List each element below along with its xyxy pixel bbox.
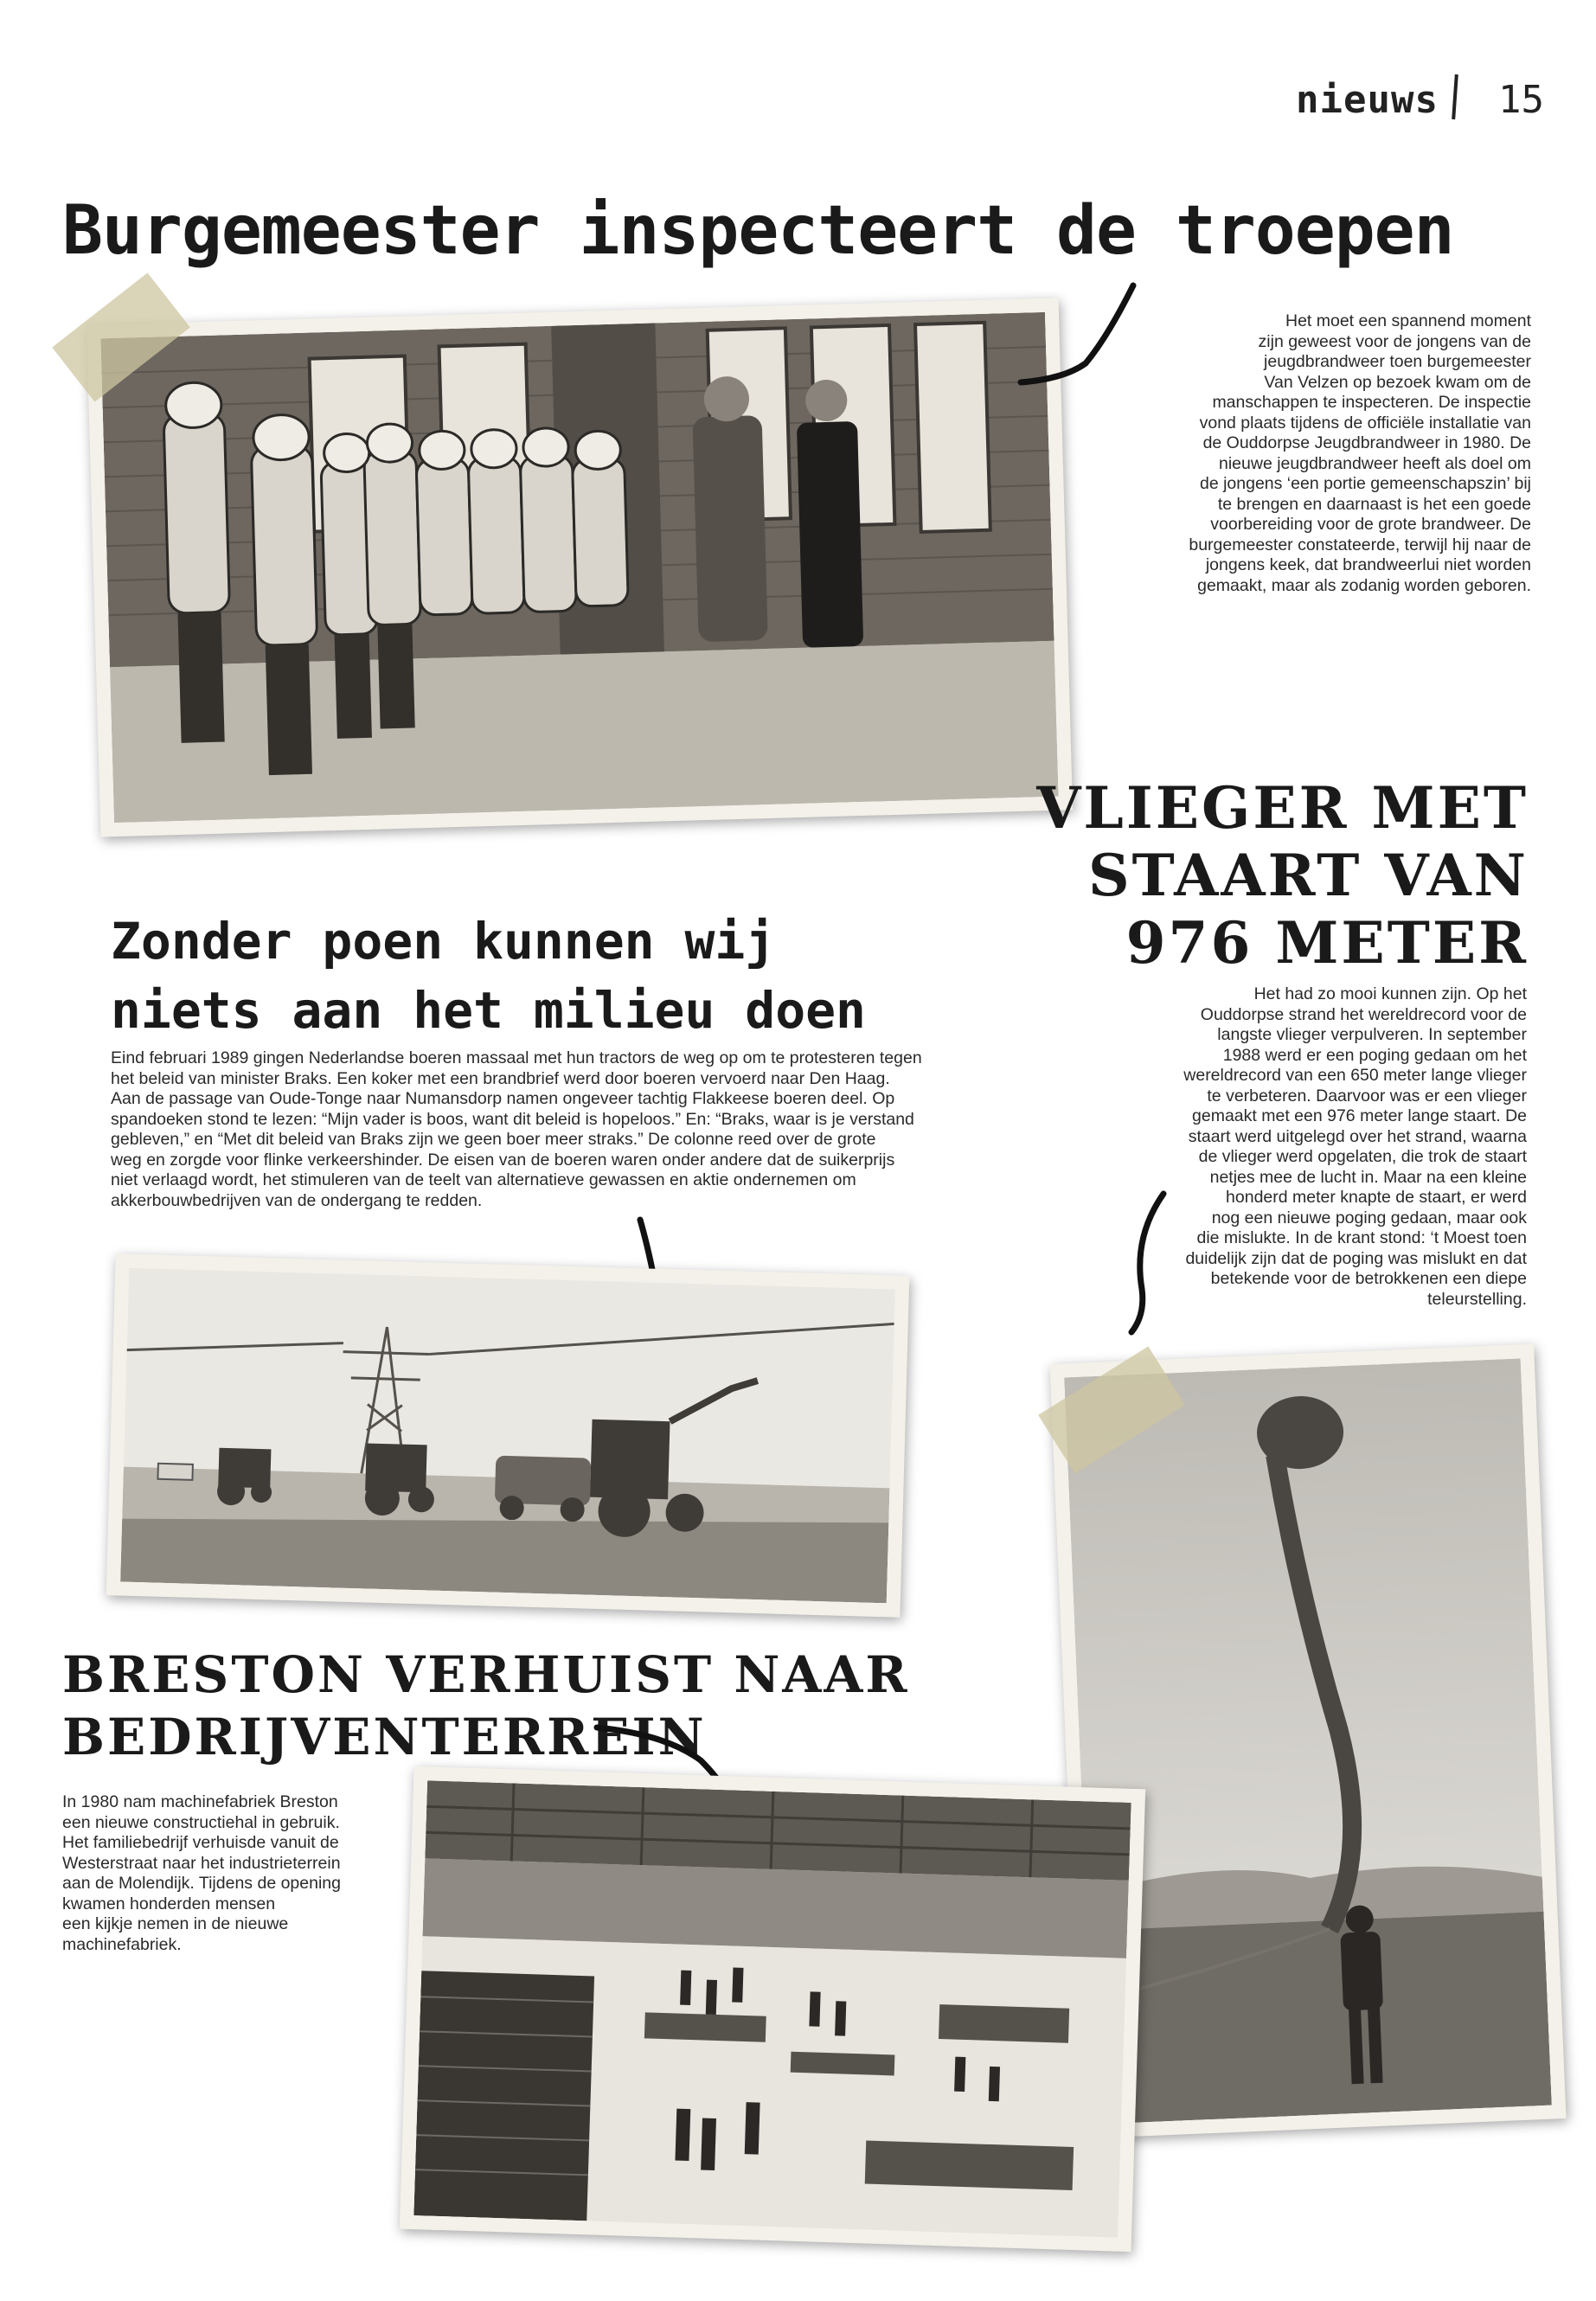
- text-line: Eind februari 1989 gingen Nederlandse boeren massaal met hun tractors de weg op om te protesteren tegen: [111, 1048, 922, 1067]
- headline-farmers: [111, 907, 866, 1045]
- bracket-doodle-kite: [1116, 1185, 1185, 1341]
- text-line: duidelijk zijn dat de poging was mislukt en dat: [1185, 1248, 1527, 1268]
- header-separator: [1452, 74, 1458, 119]
- headline-farmers-line: niets aan het milieu doen: [111, 981, 866, 1040]
- text-line: gemaakt met een 976 meter lange staart. De: [1192, 1106, 1527, 1125]
- text-line: manschappen te inspecteren. De inspectie: [1212, 393, 1531, 412]
- factory-hall-image: [413, 1780, 1131, 2237]
- text-line: Aan de passage van Oude-Tonge naar Numansdorp namen ongeveer tachtig Flakkeese boeren deel. Op: [111, 1089, 895, 1108]
- text-line: 1988 werd er een poging gedaan om het: [1222, 1045, 1527, 1065]
- fire-brigade-image: [100, 312, 1058, 823]
- text-line: niet verlaagd wordt, het stimuleren van de teelt van alternatieve gewassen en aktie ondernemen om: [111, 1170, 856, 1189]
- headline-kite-line: VLIEGER MET: [1036, 774, 1529, 842]
- text-line: te brengen en daarnaast is het een goede: [1217, 494, 1531, 514]
- text-line: nieuwe jeugdbrandweer heeft als doel om: [1219, 453, 1531, 473]
- text-line: jeugdbrandweer toen burgemeester: [1264, 352, 1531, 371]
- photo-fire-brigade: [87, 298, 1073, 836]
- text-line: staart werd uitgelegd over het strand, waarna: [1188, 1126, 1527, 1146]
- page-number: 15: [1498, 78, 1544, 122]
- text-line: langste vlieger verpulveren. In september: [1217, 1025, 1527, 1044]
- text-line: een nieuwe constructiehal in gebruik.: [62, 1812, 340, 1832]
- headline-kite-line: STAART VAN: [1088, 842, 1529, 909]
- text-line: burgemeester constateerde, terwijl hij naar de: [1189, 535, 1531, 554]
- text-line: wereldrecord van een 650 meter lange vlieger: [1183, 1066, 1527, 1085]
- text-line: te verbeteren. Daarvoor was er een vlieger: [1207, 1086, 1527, 1106]
- article-breston-body: [62, 1792, 426, 1955]
- text-line: een kijkje nemen in de nieuwe: [62, 1914, 289, 1933]
- text-line: betekende voor de betrokkenen een diepe: [1210, 1269, 1527, 1288]
- text-line: spandoeken stond te lezen: “Mijn vader is boos, want dit beleid is hopeloos.” En: “Braks, waar is je verstand: [111, 1109, 914, 1129]
- text-line: de vlieger werd opgelaten, die trok de staart: [1198, 1147, 1527, 1166]
- text-line: Het moet een spannend moment: [1285, 311, 1531, 330]
- text-line: die mislukte. In de krant stond: ‘t Moest toen: [1196, 1228, 1527, 1247]
- text-line: honderd meter knapte de staart, er werd: [1226, 1188, 1527, 1207]
- text-line: gemaakt, maar als zodanig worden geboren.: [1197, 575, 1531, 595]
- headline-fire-brigade: Burgemeester inspecteert de troepen: [62, 192, 1454, 270]
- section-label: nieuws: [1296, 78, 1439, 122]
- text-line: zijn geweest voor de jongens van de: [1258, 331, 1531, 351]
- headline-farmers-line: Zonder poen kunnen wij: [111, 912, 776, 971]
- headline-breston-line: BEDRIJVENTERREIN: [62, 1708, 707, 1766]
- text-line: In 1980 nam machinefabriek Breston: [62, 1792, 338, 1811]
- headline-kite: [1010, 774, 1529, 977]
- article-fire-body: [1081, 311, 1531, 596]
- text-line: nog een nieuwe poging gedaan, maar ook: [1211, 1208, 1527, 1227]
- text-line: vond plaats tijdens de officiële installatie van: [1199, 413, 1531, 433]
- article-farmers-body: [111, 1048, 976, 1211]
- text-line: akkerbouwbedrijven van de ondergang te redden.: [111, 1190, 483, 1210]
- text-line: machinefabriek.: [62, 1934, 182, 1954]
- text-line: Ouddorpse strand het wereldrecord voor de: [1200, 1004, 1527, 1024]
- headline-breston: [62, 1644, 910, 1768]
- text-line: voorbereiding voor de grote brandweer. De: [1210, 515, 1531, 534]
- text-line: Het had zo mooi kunnen zijn. Op het: [1253, 984, 1527, 1003]
- text-line: teleurstelling.: [1427, 1289, 1527, 1309]
- text-line: netjes mee de lucht in. Maar na een kleine: [1209, 1167, 1527, 1187]
- text-line: weg en zorgde voor flinke verkeershinder. De eisen van de boeren waren onder andere dat de suikerprijs: [111, 1150, 895, 1170]
- text-line: kwamen honderden mensen: [62, 1894, 276, 1913]
- text-line: het beleid van minister Braks. Een koker met een brandbrief werd door boeren vervoerd naar Den Haag.: [111, 1068, 890, 1088]
- text-line: de Ouddorpse Jeugdbrandweer in 1980. De: [1202, 433, 1531, 452]
- text-line: gebleven,” en “Met dit beleid van Braks zijn we geen boer meer straks.” De colonne reed over de grote: [111, 1130, 876, 1149]
- photo-factory: [400, 1766, 1145, 2252]
- photo-tractors: [106, 1253, 910, 1617]
- text-line: Westerstraat naar het industrieterrein: [62, 1853, 341, 1873]
- tractor-convoy-image: [120, 1268, 895, 1604]
- text-line: Van Velzen op bezoek kwam om de: [1264, 372, 1531, 392]
- text-line: de jongens ‘een portie gemeenschapszin’ bij: [1199, 474, 1531, 493]
- text-line: jongens keek, dat brandweerlui niet worden: [1205, 555, 1531, 574]
- headline-kite-line: 976 METER: [1125, 909, 1529, 977]
- text-line: Het familiebedrijf verhuisde vanuit de: [62, 1833, 339, 1852]
- text-line: aan de Molendijk. Tijdens de opening: [62, 1874, 341, 1893]
- headline-breston-line: BRESTON VERHUIST NAAR: [62, 1645, 910, 1704]
